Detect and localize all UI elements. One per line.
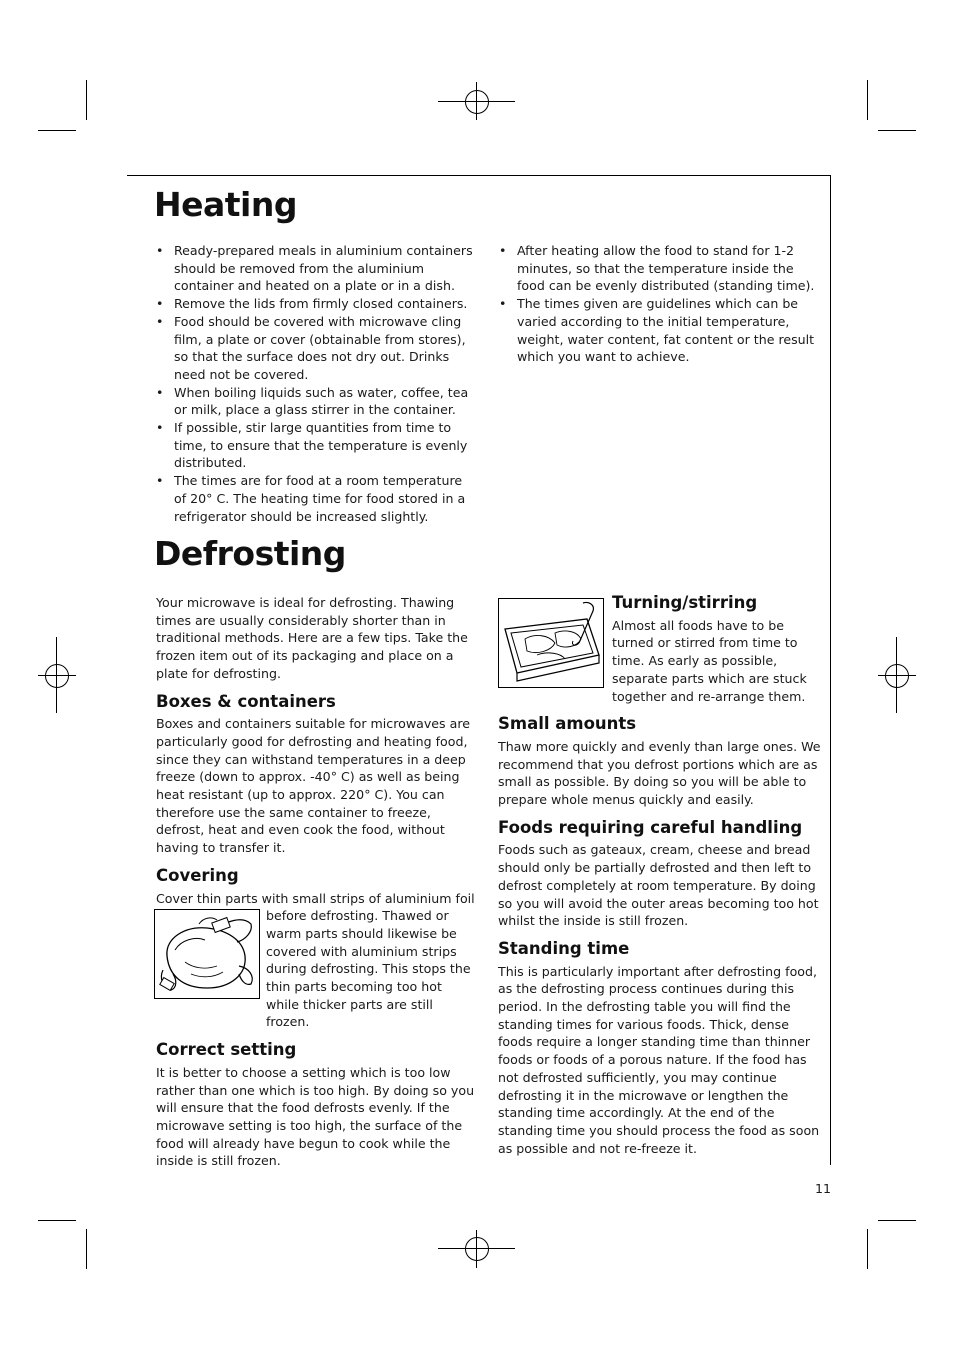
covering-section (156, 867, 476, 1031)
boxes-section (156, 693, 476, 857)
careful-handling-heading: Foods requiring careful handling (498, 817, 803, 837)
standing-time-heading: Standing time (498, 938, 630, 958)
defrosting-left-column (156, 594, 476, 1180)
list-item: • After heating allow the food to stand for 1-2 minutes, so that the temperature inside the food can be evenly distributed (standing time). (499, 242, 823, 295)
crop-mark (38, 1220, 76, 1221)
covering-text: before defrosting. Thawed or warm parts should likewise be covered with aluminium strips during defrosting. This stops the thin parts becoming too hot while thicker parts are still frozen. (266, 908, 471, 1030)
chicken-illustration (154, 909, 260, 999)
correct-setting-section (156, 1041, 476, 1170)
registration-mark (465, 1237, 489, 1261)
list-item: • When boiling liquids such as water, coffee, tea or milk, place a glass stirrer in the container. (156, 384, 478, 419)
crop-mark (38, 130, 76, 131)
small-amounts-text: Thaw more quickly and evenly than large ones. We recommend that you defrost portions which are as small as possible. By doing so you will be able to prepare whole menus quickly and easily. (498, 738, 821, 808)
covering-heading: Covering (156, 865, 239, 885)
list-item: • If possible, stir large quantities from time to time, to ensure that the temperature is evenly distributed. (156, 419, 478, 472)
chicken-icon (155, 910, 259, 998)
careful-handling-section (498, 819, 822, 930)
registration-mark (465, 90, 489, 114)
heating-title: Heating (154, 185, 297, 224)
dish-illustration (498, 598, 604, 688)
list-item: • Remove the lids from firmly closed containers. (156, 295, 478, 313)
defrosting-intro: Your microwave is ideal for defrosting. Thawing times are usually considerably shorter than in traditional methods. Here are a few tips. Take the frozen item out of its packaging and place on a plate for defrosting. (156, 595, 468, 681)
covering-line1: Cover thin parts with small strips of aluminium foil (156, 890, 475, 906)
crop-mark (86, 80, 87, 120)
list-item: • Ready-prepared meals in aluminium containers should be removed from the aluminium container and heated on a plate or in a dish. (156, 242, 478, 295)
page-number: 11 (815, 1181, 832, 1196)
defrosting-right-column (498, 594, 822, 1167)
heating-right-column (499, 242, 823, 366)
standing-time-section (498, 940, 822, 1157)
crop-mark (867, 1229, 868, 1269)
top-rule (127, 175, 831, 176)
crop-mark (867, 80, 868, 120)
turning-text: Almost all foods have to be turned or stirred from time to time. As early as possible, separate parts which are stuck together and re-arrange them. (612, 617, 807, 704)
dish-icon (499, 599, 603, 687)
registration-mark (45, 664, 69, 688)
list-item: • The times given are guidelines which can be varied according to the initial temperature, weight, water content, fat content or the result which you want to achieve. (499, 295, 823, 366)
boxes-text: Boxes and containers suitable for microwaves are particularly good for defrosting and heating food, since they can withstand temperatures in a deep freeze (down to approx. -40° C) as well as being heat resistant (up to approx. 220° C). You can therefore use the same container to freeze, defrost, heat and even cook the food, without having to transfer it. (156, 716, 470, 856)
crop-mark (86, 1229, 87, 1269)
boxes-heading: Boxes & containers (156, 691, 336, 711)
careful-handling-text: Foods such as gateaux, cream, cheese and bread should only be partially defrosted and then left to defrost completely at room temperature. By doing so you will avoid the outer areas becoming too hot whilst the inside is still frozen. (498, 842, 819, 929)
heating-right-list (499, 242, 823, 366)
small-amounts-section (498, 715, 822, 809)
turning-heading: Turning/stirring (612, 593, 758, 612)
registration-mark (885, 664, 909, 688)
heating-left-column (156, 242, 478, 525)
turning-section (498, 594, 822, 705)
standing-time-text: This is particularly important after defrosting food, as the defrosting process continues during this period. In the defrosting table you will find the standing times for various foods. Thick, dense foods require a longer standing time than thinner foods or foods of a porous nature. If the food has not defrosted sufficiently, you may continue defrosting it in the microwave or lengthen the standing time accordingly. At the end of the standing time you should process the food as soon as possible and not re-freeze it. (498, 963, 820, 1156)
crop-mark (878, 1220, 916, 1221)
right-rule (830, 175, 831, 1165)
crop-mark (878, 130, 916, 131)
small-amounts-heading: Small amounts (498, 714, 637, 734)
correct-setting-heading: Correct setting (156, 1040, 297, 1060)
heating-left-list (156, 242, 478, 525)
defrosting-title: Defrosting (154, 534, 346, 573)
list-item: • The times are for food at a room temperature of 20° C. The heating time for food stored in a refrigerator should be increased slightly. (156, 472, 478, 525)
list-item: • Food should be covered with microwave cling film, a plate or cover (obtainable from stores), so that the surface does not dry out. Drinks need not be covered. (156, 313, 478, 384)
correct-setting-text: It is better to choose a setting which is too low rather than one which is too high. By doing so you will ensure that the food defrosts evenly. If the microwave setting is too high, the surface of the food will already have begun to cook while the inside is still frozen. (156, 1064, 475, 1169)
